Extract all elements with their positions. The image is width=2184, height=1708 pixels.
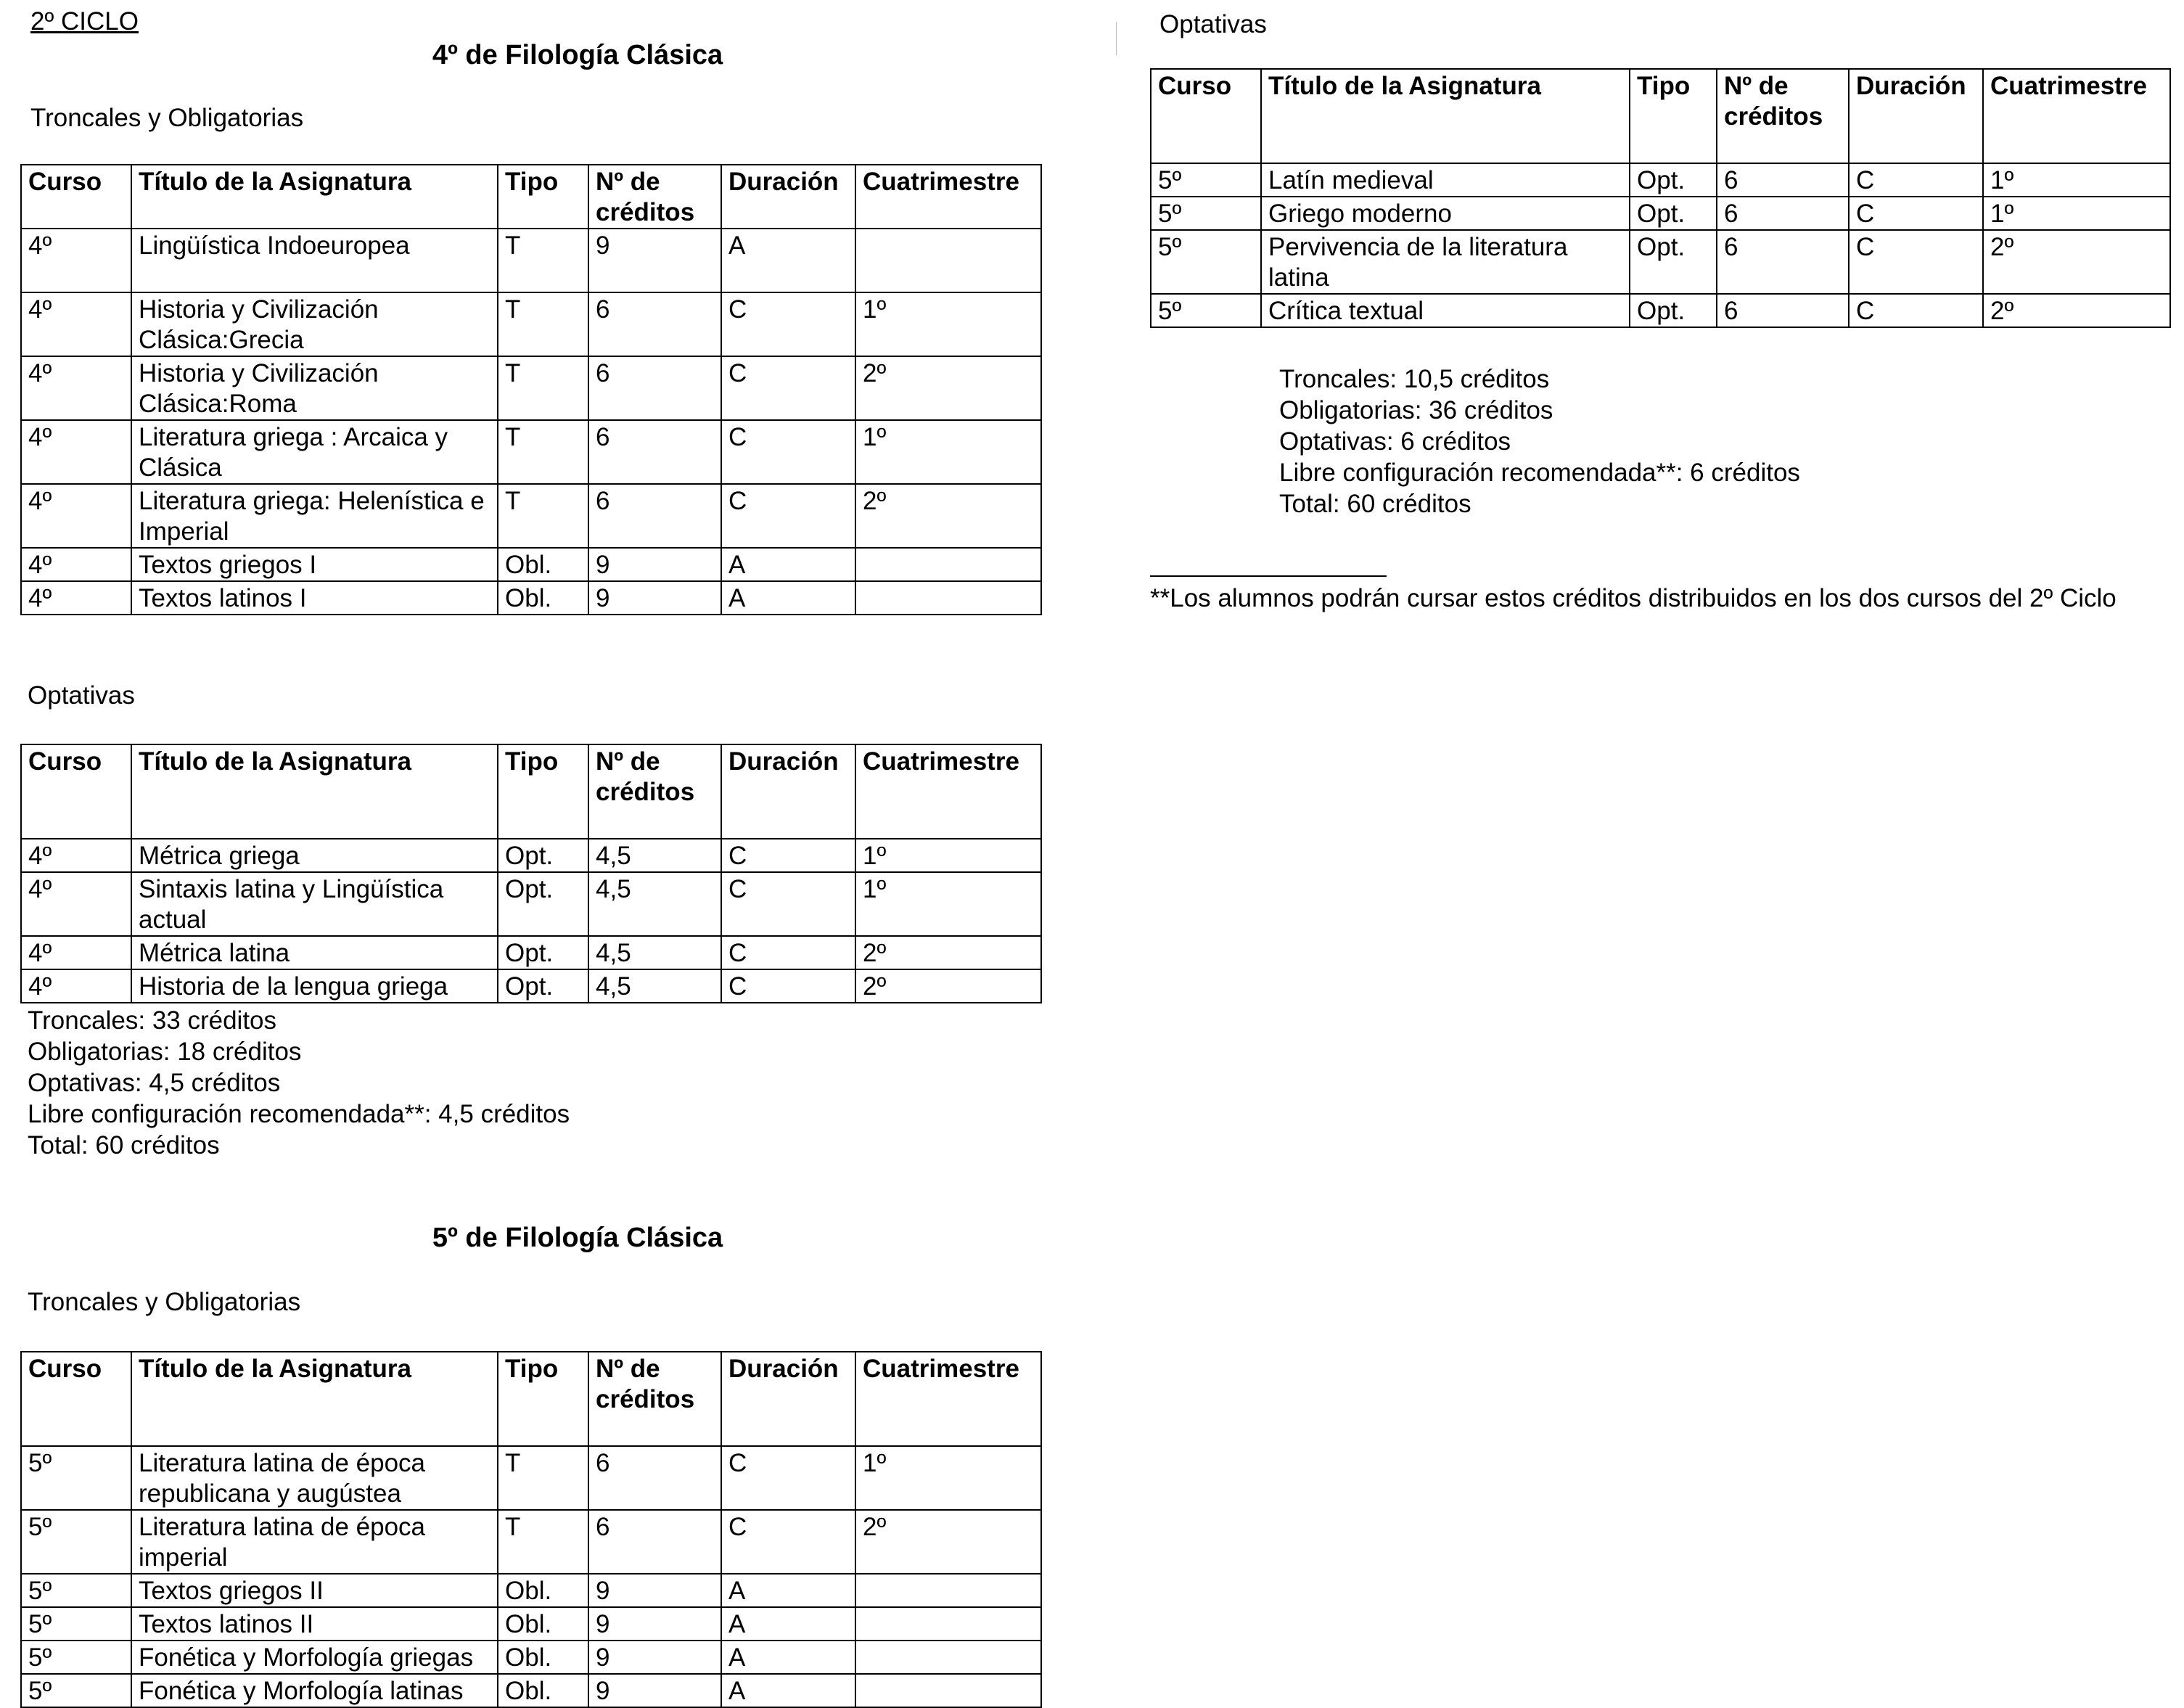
col-titulo-cell: Textos griegos II: [131, 1574, 498, 1607]
year5-core-table: [20, 1351, 1042, 1708]
col-creditos-cell: 6: [588, 1510, 721, 1574]
col-creditos-cell: 4,5: [588, 969, 721, 1003]
col-creditos-cell: 6: [588, 356, 721, 420]
col-tipo-cell: T: [498, 1510, 588, 1574]
col-titulo-cell: Literatura griega: Helenística e Imperial: [131, 484, 498, 548]
col-cuatrimestre-cell: 2º: [1983, 294, 2170, 327]
col-tipo-cell: Opt.: [1630, 163, 1717, 197]
table-row: [21, 872, 1041, 936]
col-titulo-cell: Fonética y Morfología griegas: [131, 1641, 498, 1674]
col-duracion-header: Duración: [1849, 69, 1983, 163]
col-creditos-cell: 9: [588, 1641, 721, 1674]
col-creditos-cell: 6: [1717, 163, 1849, 197]
col-cuatrimestre-header: Cuatrimestre: [855, 165, 1041, 229]
header-row: [21, 744, 1041, 839]
summary-line: Optativas: 4,5 créditos: [28, 1069, 281, 1097]
col-titulo-header: Título de la Asignatura: [131, 165, 498, 229]
col-duracion-cell: C: [1849, 163, 1983, 197]
col-cuatrimestre-cell: 2º: [855, 356, 1041, 420]
col-titulo-cell: Lingüística Indoeuropea: [131, 229, 498, 292]
year5-opt-label: Optativas: [1159, 10, 1267, 38]
col-titulo-cell: Griego moderno: [1261, 197, 1630, 230]
summary-line: Total: 60 créditos: [28, 1131, 220, 1159]
col-creditos-header: Nº de créditos: [588, 165, 721, 229]
col-cuatrimestre-cell: 1º: [1983, 163, 2170, 197]
col-tipo-header: Tipo: [498, 744, 588, 839]
col-curso-cell: 5º: [1151, 294, 1261, 327]
col-duracion-cell: C: [721, 839, 855, 872]
table-row: [21, 1641, 1041, 1674]
col-cuatrimestre-cell: [855, 1607, 1041, 1641]
col-cuatrimestre-header: Cuatrimestre: [855, 744, 1041, 839]
col-duracion-cell: C: [1849, 230, 1983, 294]
year4-opt-table: [20, 744, 1042, 1003]
col-creditos-cell: 4,5: [588, 872, 721, 936]
col-duracion-cell: A: [721, 229, 855, 292]
col-duracion-cell: A: [721, 581, 855, 615]
col-curso-cell: 4º: [21, 229, 131, 292]
col-tipo-cell: T: [498, 420, 588, 484]
table-row: [1151, 163, 2170, 197]
col-creditos-cell: 6: [588, 292, 721, 356]
col-cuatrimestre-cell: 1º: [1983, 197, 2170, 230]
col-tipo-header: Tipo: [498, 1352, 588, 1446]
col-duracion-header: Duración: [721, 744, 855, 839]
col-cuatrimestre-cell: 1º: [855, 872, 1041, 936]
col-duracion-cell: C: [721, 420, 855, 484]
table-row: [21, 969, 1041, 1003]
col-curso-cell: 4º: [21, 548, 131, 581]
col-tipo-cell: Obl.: [498, 1574, 588, 1607]
col-tipo-cell: T: [498, 1446, 588, 1510]
col-tipo-cell: T: [498, 484, 588, 548]
col-creditos-cell: 9: [588, 1674, 721, 1707]
col-titulo-cell: Fonética y Morfología latinas: [131, 1674, 498, 1707]
col-tipo-cell: Obl.: [498, 581, 588, 615]
col-creditos-cell: 9: [588, 581, 721, 615]
table-row: [1151, 294, 2170, 327]
col-tipo-header: Tipo: [1630, 69, 1717, 163]
table-row: [1151, 230, 2170, 294]
col-tipo-cell: T: [498, 356, 588, 420]
col-curso-cell: 4º: [21, 356, 131, 420]
col-curso-cell: 5º: [21, 1607, 131, 1641]
col-curso-header: Curso: [21, 1352, 131, 1446]
col-tipo-cell: Opt.: [498, 936, 588, 969]
summary-line: Libre configuración recomendada**: 4,5 créditos: [28, 1100, 570, 1128]
col-duracion-cell: C: [721, 356, 855, 420]
col-cuatrimestre-cell: [855, 581, 1041, 615]
col-curso-cell: 4º: [21, 581, 131, 615]
col-creditos-cell: 6: [588, 420, 721, 484]
col-creditos-cell: 6: [1717, 197, 1849, 230]
table-row: [21, 420, 1041, 484]
summary-line: Optativas: 6 créditos: [1279, 427, 1511, 456]
col-tipo-cell: T: [498, 292, 588, 356]
table-row: [21, 548, 1041, 581]
col-creditos-header: Nº de créditos: [1717, 69, 1849, 163]
col-curso-cell: 4º: [21, 969, 131, 1003]
col-duracion-cell: C: [721, 1510, 855, 1574]
col-cuatrimestre-cell: 1º: [855, 292, 1041, 356]
col-cuatrimestre-cell: 2º: [855, 484, 1041, 548]
col-tipo-cell: Obl.: [498, 548, 588, 581]
col-tipo-cell: Opt.: [498, 872, 588, 936]
col-titulo-cell: Literatura latina de época republicana y augústea: [131, 1446, 498, 1510]
col-curso-cell: 5º: [1151, 163, 1261, 197]
col-curso-cell: 4º: [21, 292, 131, 356]
col-titulo-cell: Métrica griega: [131, 839, 498, 872]
table-row: [1151, 197, 2170, 230]
table-row: [21, 484, 1041, 548]
col-duracion-cell: A: [721, 1674, 855, 1707]
table-row: [21, 839, 1041, 872]
col-tipo-cell: Obl.: [498, 1674, 588, 1707]
col-duracion-cell: C: [1849, 294, 1983, 327]
header-row: [21, 1352, 1041, 1446]
col-titulo-cell: Textos latinos I: [131, 581, 498, 615]
col-duracion-cell: C: [1849, 197, 1983, 230]
col-titulo-cell: Textos latinos II: [131, 1607, 498, 1641]
col-creditos-cell: 6: [1717, 294, 1849, 327]
col-cuatrimestre-header: Cuatrimestre: [855, 1352, 1041, 1446]
col-curso-header: Curso: [21, 744, 131, 839]
footnote-rule: [1150, 575, 1387, 577]
col-creditos-cell: 9: [588, 1574, 721, 1607]
col-curso-cell: 5º: [21, 1446, 131, 1510]
col-titulo-cell: Literatura griega : Arcaica y Clásica: [131, 420, 498, 484]
col-creditos-header: Nº de créditos: [588, 744, 721, 839]
col-duracion-cell: C: [721, 484, 855, 548]
section-label: 2º CICLO: [30, 7, 139, 36]
table-row: [21, 1607, 1041, 1641]
year5-opt-table: [1150, 68, 2171, 328]
table-row: [21, 1674, 1041, 1707]
col-curso-cell: 5º: [1151, 197, 1261, 230]
col-creditos-cell: 6: [1717, 230, 1849, 294]
col-curso-header: Curso: [1151, 69, 1261, 163]
col-creditos-header: Nº de créditos: [588, 1352, 721, 1446]
col-curso-cell: 4º: [21, 936, 131, 969]
col-curso-cell: 5º: [21, 1510, 131, 1574]
col-duracion-cell: A: [721, 1641, 855, 1674]
col-duracion-cell: A: [721, 548, 855, 581]
col-cuatrimestre-cell: 1º: [855, 839, 1041, 872]
col-titulo-header: Título de la Asignatura: [1261, 69, 1630, 163]
col-titulo-cell: Historia de la lengua griega: [131, 969, 498, 1003]
table-row: [21, 1574, 1041, 1607]
col-curso-cell: 4º: [21, 839, 131, 872]
col-duracion-cell: C: [721, 872, 855, 936]
col-cuatrimestre-cell: 2º: [855, 969, 1041, 1003]
col-duracion-cell: C: [721, 969, 855, 1003]
year5-summary: [1279, 364, 1800, 520]
summary-line: Troncales: 33 créditos: [28, 1006, 277, 1035]
col-tipo-header: Tipo: [498, 165, 588, 229]
col-duracion-header: Duración: [721, 165, 855, 229]
col-titulo-cell: Pervivencia de la literatura latina: [1261, 230, 1630, 294]
footnote: **Los alumnos podrán cursar estos créditos distribuidos en los dos cursos del 2º Ciclo: [1150, 584, 2117, 612]
table-row: [21, 1510, 1041, 1574]
margin-mark: [1116, 22, 1117, 55]
col-titulo-header: Título de la Asignatura: [131, 744, 498, 839]
col-duracion-cell: C: [721, 292, 855, 356]
col-titulo-cell: Latín medieval: [1261, 163, 1630, 197]
col-titulo-cell: Historia y Civilización Clásica:Roma: [131, 356, 498, 420]
year5-title: 5º de Filología Clásica: [432, 1223, 723, 1253]
year5-core-label: Troncales y Obligatorias: [28, 1288, 301, 1316]
col-duracion-cell: C: [721, 936, 855, 969]
col-curso-cell: 5º: [1151, 230, 1261, 294]
table-row: [21, 356, 1041, 420]
header-row: [1151, 69, 2170, 163]
col-curso-cell: 5º: [21, 1674, 131, 1707]
table-row: [21, 229, 1041, 292]
col-creditos-cell: 9: [588, 548, 721, 581]
col-duracion-header: Duración: [721, 1352, 855, 1446]
col-tipo-cell: T: [498, 229, 588, 292]
col-cuatrimestre-cell: [855, 548, 1041, 581]
summary-line: Troncales: 10,5 créditos: [1279, 365, 1550, 393]
col-duracion-cell: A: [721, 1574, 855, 1607]
col-cuatrimestre-cell: 2º: [1983, 230, 2170, 294]
col-tipo-cell: Opt.: [498, 969, 588, 1003]
col-tipo-cell: Opt.: [1630, 294, 1717, 327]
col-cuatrimestre-cell: 2º: [855, 1510, 1041, 1574]
table-row: [21, 292, 1041, 356]
table-row: [21, 936, 1041, 969]
table-row: [21, 581, 1041, 615]
summary-line: Libre configuración recomendada**: 6 créditos: [1279, 459, 1800, 487]
col-cuatrimestre-cell: [855, 1574, 1041, 1607]
col-titulo-cell: Sintaxis latina y Lingüística actual: [131, 872, 498, 936]
summary-line: Obligatorias: 18 créditos: [28, 1038, 302, 1066]
col-titulo-header: Título de la Asignatura: [131, 1352, 498, 1446]
header-row: [21, 165, 1041, 229]
col-tipo-cell: Opt.: [498, 839, 588, 872]
col-cuatrimestre-cell: 1º: [855, 420, 1041, 484]
col-duracion-cell: A: [721, 1607, 855, 1641]
col-creditos-cell: 4,5: [588, 936, 721, 969]
summary-line: Total: 60 créditos: [1279, 490, 1471, 518]
col-cuatrimestre-cell: [855, 1641, 1041, 1674]
col-tipo-cell: Obl.: [498, 1607, 588, 1641]
col-curso-cell: 4º: [21, 484, 131, 548]
year4-opt-label: Optativas: [28, 681, 135, 710]
col-cuatrimestre-cell: 1º: [855, 1446, 1041, 1510]
col-creditos-cell: 4,5: [588, 839, 721, 872]
col-curso-cell: 4º: [21, 420, 131, 484]
year4-title: 4º de Filología Clásica: [432, 40, 723, 70]
col-titulo-cell: Métrica latina: [131, 936, 498, 969]
col-tipo-cell: Opt.: [1630, 230, 1717, 294]
table-row: [21, 1446, 1041, 1510]
col-creditos-cell: 9: [588, 1607, 721, 1641]
col-cuatrimestre-cell: 2º: [855, 936, 1041, 969]
col-curso-header: Curso: [21, 165, 131, 229]
col-curso-cell: 5º: [21, 1574, 131, 1607]
col-cuatrimestre-cell: [855, 229, 1041, 292]
col-cuatrimestre-header: Cuatrimestre: [1983, 69, 2170, 163]
col-tipo-cell: Obl.: [498, 1641, 588, 1674]
year4-core-table: [20, 164, 1042, 615]
col-titulo-cell: Textos griegos I: [131, 548, 498, 581]
col-creditos-cell: 6: [588, 484, 721, 548]
col-curso-cell: 5º: [21, 1641, 131, 1674]
col-cuatrimestre-cell: [855, 1674, 1041, 1707]
col-duracion-cell: C: [721, 1446, 855, 1510]
col-titulo-cell: Crítica textual: [1261, 294, 1630, 327]
col-tipo-cell: Opt.: [1630, 197, 1717, 230]
year4-summary: [28, 1005, 570, 1161]
col-curso-cell: 4º: [21, 872, 131, 936]
col-titulo-cell: Historia y Civilización Clásica:Grecia: [131, 292, 498, 356]
col-creditos-cell: 9: [588, 229, 721, 292]
col-creditos-cell: 6: [588, 1446, 721, 1510]
summary-line: Obligatorias: 36 créditos: [1279, 396, 1553, 424]
col-titulo-cell: Literatura latina de época imperial: [131, 1510, 498, 1574]
year4-core-label: Troncales y Obligatorias: [30, 104, 304, 132]
